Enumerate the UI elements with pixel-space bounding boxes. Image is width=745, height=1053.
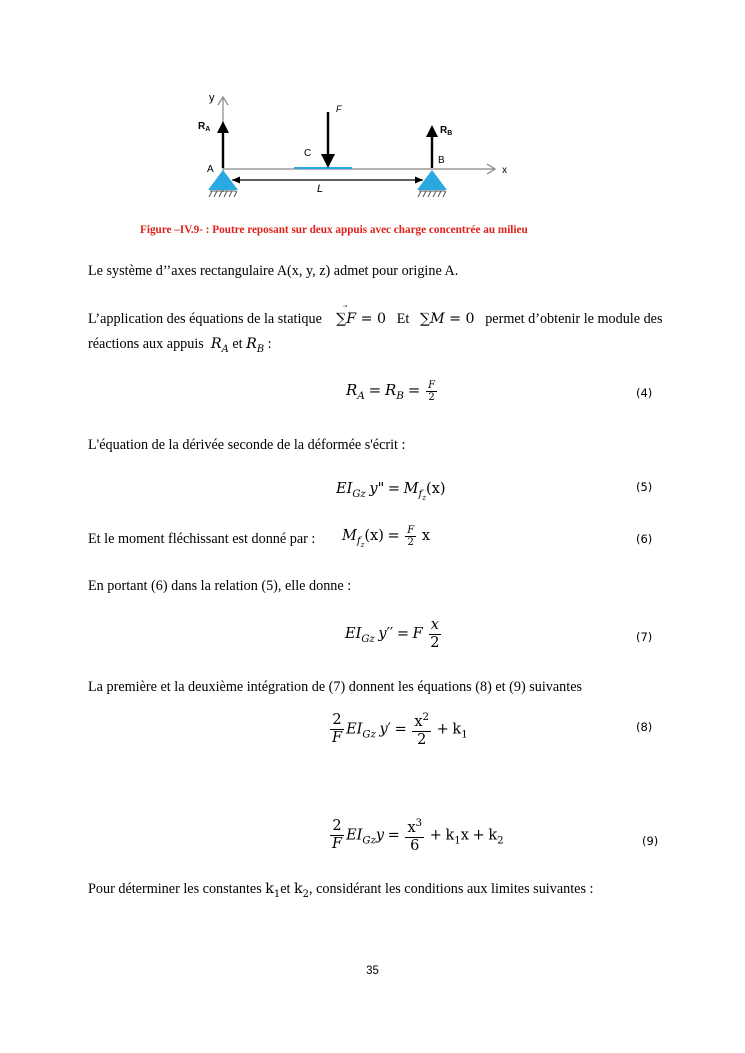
paragraph-boundary-conditions: Pour déterminer les constantes $k_1et$ $k_2$, considérant les conditions aux limites suivantes :	[88, 881, 594, 900]
ground-hatch-b	[418, 191, 446, 197]
rb-symbol: $R_B$	[246, 336, 265, 355]
paragraph-axes: Le système d’’axes rectangulaire A(x, y, z) admet pour origine A.	[88, 263, 459, 279]
length-label: L	[317, 183, 324, 195]
statics-text-2: permet d’obtenir le module des	[485, 311, 663, 327]
paragraph-statics-line2: réactions aux appuis $R_A$ et $R_B$ :	[88, 336, 272, 355]
equation-number-9: (9)	[642, 834, 659, 848]
equation-4: $R_A = R_B$ = $\frac{F}{2}$	[346, 380, 436, 403]
equation-8: $\frac{2}{F}$ $EI_{Gz}$ y′ = $\frac{x^2}{2}$ + $k_1$	[332, 712, 468, 748]
equation-number-5: (5)	[636, 480, 653, 494]
force-label: F	[336, 104, 342, 114]
point-b-label: B	[438, 155, 445, 166]
ra-symbol: $R_A$	[210, 336, 229, 355]
reaction-b-label: $R_B$	[440, 125, 453, 137]
paragraph-derivative: L'équation de la dérivée seconde de la déformée s'écrit :	[88, 437, 406, 453]
length-arrow-right	[415, 177, 423, 184]
equation-6: $M_{f_z}(x)$ = $\frac{F}{2}$ x	[342, 525, 431, 549]
equation-number-6: (6)	[636, 532, 653, 546]
statics-et: Et	[396, 311, 410, 327]
equation-5: $EI_{Gz}$ y" = $M_{f_z}(x)$	[336, 481, 446, 502]
figure-caption: Figure –IV.9- : Poutre reposant sur deux appuis avec charge concentrée au milieu	[140, 224, 528, 236]
paragraph-integration: La première et la deuxième intégration de (7) donnent les équations (8) et (9) suivantes	[88, 679, 583, 695]
force-arrowhead	[321, 154, 335, 168]
reaction-a-label: $R_A$	[198, 121, 211, 133]
paragraph-substitution: En portant (6) dans la relation (5), elle donne :	[88, 578, 352, 594]
point-c-label: C	[304, 148, 312, 159]
equation-9: $\frac{2}{F}$ $EI_{Gz}y$ = $\frac{x^3}{6}$ + $k_1x + k_2$	[332, 818, 504, 854]
sum-forces-equation: ∑F = 0	[336, 311, 387, 327]
sum-moments-equation: ∑M = 0	[419, 311, 475, 327]
reaction-a-arrowhead	[217, 121, 229, 133]
paragraph-moment: Et le moment fléchissant est donné par :	[88, 531, 316, 547]
equation-number-8: (8)	[636, 720, 653, 734]
paragraph-statics	[88, 310, 663, 328]
point-a-label: A	[207, 164, 214, 175]
reaction-b-arrowhead	[426, 125, 438, 137]
page-number: 35	[366, 965, 379, 977]
statics-text: L’application des équations de la statique	[88, 311, 322, 327]
equation-number-7: (7)	[636, 630, 653, 644]
equation-number-4: (4)	[636, 386, 653, 400]
x-axis-label: x	[502, 165, 507, 176]
length-arrow-left	[232, 177, 240, 184]
equation-7: $EI_{Gz}$ y′′ = F $\frac{x}{2}$	[345, 617, 440, 651]
beam-figure	[190, 88, 520, 208]
y-axis-label: y	[209, 92, 215, 104]
